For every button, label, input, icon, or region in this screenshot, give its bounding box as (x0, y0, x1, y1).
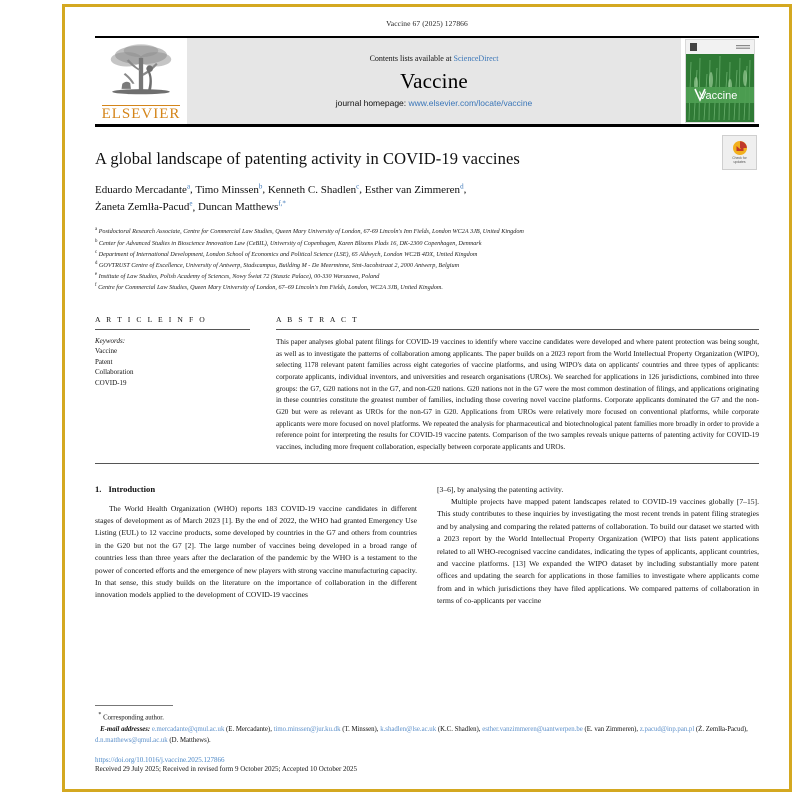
contents-line (370, 54, 499, 63)
author-name: Kenneth C. Shadlen (267, 183, 357, 196)
author-affil-mark: f,* (278, 199, 286, 208)
author-sep: , (190, 183, 196, 196)
journal-cover (681, 38, 759, 124)
paragraph: The World Health Organization (WHO) reports 183 COVID-19 vaccine candidates in different stages of development as of March 2023 [1]. By the end of 2022, the WHO had granted Emergency Use Listing (EUL) to 12 vaccine products, some developed by countries in the G7 and others from countries in the G20 but not the G7 [2]. The large number of vaccines being developed in a broad range of countries less than three years after the declaration of the pandemic by the WHO is a testament to the power of concerted efforts and the emergence of new players with strong vaccine manufacturing capacity. In that sense, this study builds on the literature on the importance of collaboration in the different innovation models applied to the development of COVID-19 vaccines (95, 503, 417, 600)
affiliation-text: GOVTRUST Centre of Excellence, University of Antwerp, Stadscampus, Building M - De Meerminne, Sint-Jacobstraat 2, 2000 Antwerp, Belgium (98, 261, 460, 269)
homepage-link[interactable]: www.elsevier.com/locate/vaccine (408, 98, 533, 108)
elsevier-tree-icon (105, 42, 177, 104)
article-info-rule (95, 329, 250, 330)
affiliation-text: Postdoctoral Research Associate, Centre for Commercial Law Studies, Queen Mary University of London, 67-69 Lincoln's Inn Fields, London WC2A 3JB, United Kingdom (98, 228, 524, 236)
author-name: Eduardo Mercadante (95, 183, 187, 196)
section-number: 1. (95, 483, 102, 494)
keyword-item: Vaccine (95, 347, 118, 356)
paragraph: Multiple projects have mapped patent landscapes related to COVID-19 vaccines globally [7–15]. This study contributes to these inquiries by investigating the most recent trends in patent filing strategies and by analysing and comparing the related patterns of collaboration. To build our dataset we started with a 2023 report by the World Intellectual Property Organization (WIPO) that lists patent applications related to all WHO-recognised vaccine candidates, indicating the types of applicants, applicant countries, and vaccine platforms. [13] We expanded the WIPO dataset by including substantially more patent offices and updating the search for applications in those families to investigate where applicants come from and in which jurisdictions they have filed applications. We compared patterns of collaboration in terms of co-applicants per vaccine (437, 497, 759, 605)
email-link[interactable]: timo.minssen@jur.ku.dk (273, 726, 341, 734)
journal-masthead (95, 36, 759, 127)
elsevier-logo (95, 38, 187, 124)
author-item[interactable] (268, 184, 359, 196)
author-sep: , (192, 201, 198, 214)
author-sep: , (463, 183, 467, 196)
running-head: Vaccine 67 (2025) 127866 (386, 19, 468, 28)
author-sep: , (262, 183, 268, 196)
homepage-prefix: journal homepage: (335, 98, 409, 108)
author-item[interactable] (95, 184, 190, 196)
homepage-line (336, 98, 533, 108)
email-owner: (E. Mercadante), (226, 726, 274, 734)
abstract-bottom-rule (95, 463, 759, 464)
author-affil-mark: e (189, 199, 193, 208)
affiliation-mark: a (95, 227, 98, 233)
author-item[interactable] (195, 184, 262, 196)
page-content (65, 7, 789, 789)
email-link[interactable]: esther.vanzimmeren@uantwerpen.be (482, 726, 583, 734)
email-link[interactable]: z.pacud@inp.pan.pl (639, 726, 695, 734)
crossmark-label (732, 157, 747, 165)
asterisk-icon: * (98, 712, 102, 719)
section-title: Introduction (108, 483, 156, 494)
author-name: Żaneta Zemlła-Pacud (95, 201, 190, 214)
email-addresses-note (95, 725, 759, 747)
author-list (95, 181, 759, 216)
footnote-rule (95, 705, 173, 706)
author-item[interactable] (95, 201, 192, 213)
affiliation-mark: f (95, 282, 97, 288)
author-sep: , (359, 183, 365, 196)
page-frame (62, 4, 792, 792)
affiliation-item (95, 226, 759, 237)
crossmark-line2: updates (733, 160, 746, 164)
email-owner: (T. Minssen), (342, 726, 381, 734)
email-link[interactable]: k.shadlen@lse.ac.uk (380, 726, 437, 734)
email-link[interactable]: e.mercadante@qmul.ac.uk (151, 726, 225, 734)
affiliation-item (95, 238, 759, 249)
author-affil-mark: c (356, 182, 360, 190)
affiliation-mark: b (95, 238, 98, 244)
keywords-label: Keywords: (95, 337, 126, 346)
body-column-right (437, 484, 759, 608)
author-affil-mark: b (258, 182, 263, 190)
affiliation-text: Department of International Development, London School of Economics and Political Science (LSE), 65 Aldwych, London WC2B 4DX, United Kingdom (98, 250, 478, 258)
received-dates: Received 29 July 2025; Received in revised form 9 October 2025; Accepted 10 October 2025 (95, 765, 358, 773)
masthead-center-band (187, 38, 681, 124)
affiliation-mark: c (95, 249, 98, 255)
affiliation-list (95, 226, 759, 293)
body-column-left (95, 484, 417, 608)
contents-prefix: Contents lists available at (369, 54, 454, 63)
elsevier-wordmark: ELSEVIER (101, 106, 181, 122)
email-link[interactable]: d.n.matthews@qmul.ac.uk (95, 737, 168, 745)
section-heading (95, 484, 417, 494)
article-info-column (95, 315, 250, 454)
footnote-block (95, 705, 759, 773)
title-block (95, 127, 759, 216)
email-owner: (Ż. Zemlła-Pacud), (695, 726, 748, 734)
affiliation-item (95, 260, 759, 271)
abstract-column (276, 315, 759, 454)
keyword-item: Collaboration (95, 368, 134, 377)
page-title: A global landscape of patenting activity in COVID-19 vaccines (95, 149, 520, 168)
corresponding-author-text: Corresponding author. (103, 714, 164, 722)
abstract-text: This paper analyses global patent filings for COVID-19 vaccines to identify where vaccine candidates were developed and where patent protection was being sought, as well as to investigate the patterns of collaboration among applicants. The paper builds on a 2023 report from the World Intellectual Property Organization (WIPO), selecting 1178 relevant patent families across eight categories of vaccine platforms, and using WIPO's data on applicants' countries and three types of applicants: corporate applicants, individual inventors, and universities and research organisations (UROs). We searched for applications in 126 jurisdictions, combined into three groups: the G7, G20 nations not in the G7, and non-G20 nations. G20 nations not in the G7 were the most common destination of filings, and applications originating in these countries constitute the greatest number of families, including those covering novel vaccine platforms. Corporate applicants dominated the G7 and the non-G20 but were as relevant as UROs for the non-G7 in G20. Applications from UROs were relatively more focused on conventional platforms, while corporate applicants were more focused on novel platforms. We repeated the analysis for pharmaceutical and biotechnological patent families more broadly in order to provide a reference point for interpreting the results for COVID-19 vaccine patents. Comparison of the two samples reveals unique patterns of patenting activity for COVID-19 vaccines, including more frequent collaboration, especially between corporate applicants and UROs. (276, 338, 759, 451)
abstract-rule (276, 329, 759, 330)
affiliation-text: Institute of Law Studies, Polish Academy of Sciences, Nowy Świat 72 (Staszic Palace), 00-330 Warszawa, Poland (98, 272, 380, 280)
info-abstract-block (95, 315, 759, 454)
email-owner: (D. Matthews). (169, 737, 211, 745)
doi-link[interactable]: https://doi.org/10.1016/j.vaccine.2025.127866 (95, 756, 225, 764)
email-label: E-mail addresses: (100, 726, 151, 734)
doi-block (95, 756, 759, 773)
paragraph: [3–6], by analysing the patenting activity. (437, 484, 564, 494)
corresponding-author-note (95, 711, 759, 724)
affiliation-item (95, 282, 759, 293)
affiliation-item (95, 271, 759, 282)
keyword-item: Patent (95, 357, 113, 366)
affiliation-item (95, 249, 759, 260)
affiliation-text: Center for Advanced Studies in Bioscience Innovation Law (CeBIL), University of Copenhagen, Karen Blixens Plads 16, DK-2300 Copenhagen, Denmark (98, 239, 482, 247)
email-owner: (K.C. Shadlen), (437, 726, 483, 734)
author-name: Esther van Zimmeren (364, 183, 461, 196)
author-name: Duncan Matthews (197, 201, 279, 214)
keyword-item: COVID-19 (95, 378, 127, 387)
article-info-heading: A R T I C L E I N F O (95, 315, 207, 325)
crossmark-badge[interactable] (722, 135, 757, 170)
crossmark-icon (732, 140, 748, 156)
svg-text:Vaccine: Vaccine (699, 90, 738, 102)
affiliation-mark: d (95, 260, 98, 266)
email-owner: (E. van Zimmeren), (584, 726, 640, 734)
author-item[interactable] (198, 201, 286, 213)
author-item[interactable] (365, 184, 464, 196)
author-name: Timo Minssen (195, 183, 259, 196)
journal-cover-art (685, 39, 755, 123)
abstract-heading: A B S T R A C T (276, 315, 359, 325)
journal-title: Vaccine (400, 69, 468, 93)
author-affil-mark: a (186, 182, 191, 190)
author-affil-mark: d (460, 182, 464, 190)
affiliation-text: Centre for Commercial Law Studies, Queen Mary University of London, 67–69 Lincoln's Inn Fields, London, WC2A 3JB, United Kingdom. (98, 284, 443, 292)
crossmark-line1: Check for (732, 156, 747, 161)
body-columns (95, 484, 759, 608)
affiliation-mark: e (95, 271, 98, 277)
cover-illustration (686, 40, 754, 122)
sciencedirect-link[interactable]: ScienceDirect (453, 54, 499, 63)
